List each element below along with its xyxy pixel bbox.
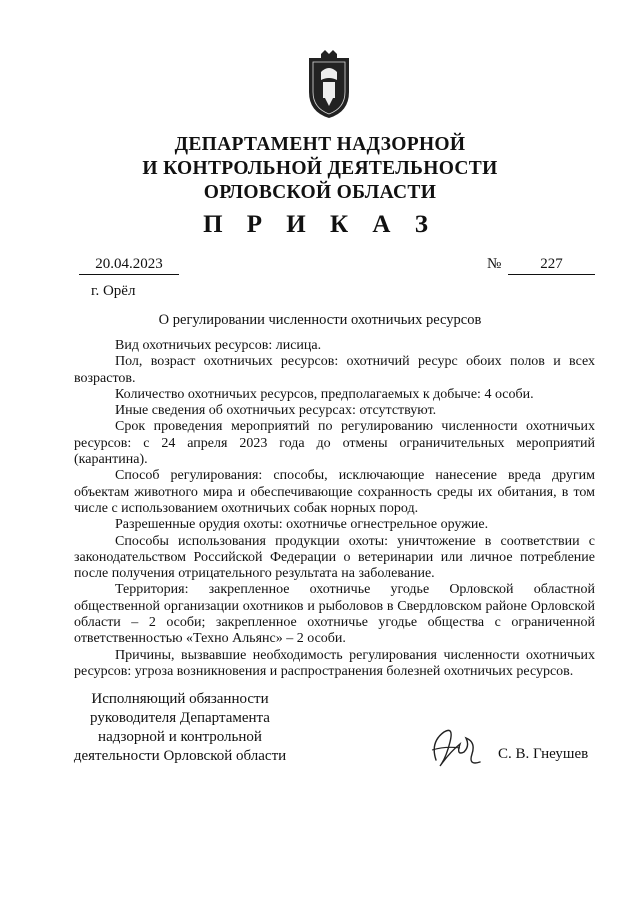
order-body xyxy=(74,338,595,680)
paragraph: Причины, вызвавшие необходимость регулирования численности охотничьих ресурсов: угроза возникновения и распространения болезней охотничьих ресурсов. xyxy=(74,647,595,679)
paragraph: Срок проведения мероприятий по регулированию численности охотничьих ресурсов: с 24 апреля 2023 года до отмены ограничительных мероприятий (карантина). xyxy=(74,419,595,468)
dept-line-2: И КОНТРОЛЬНОЙ ДЕЯТЕЛЬНОСТИ xyxy=(142,158,498,179)
document-type: П Р И К А З xyxy=(203,211,437,238)
paragraph: Иные сведения об охотничьих ресурсах: отсутствуют. xyxy=(115,403,437,419)
number-label: № xyxy=(487,256,502,272)
order-subject: О регулировании численности охотничьих ресурсов xyxy=(158,312,482,328)
dept-line-1: ДЕПАРТАМЕНТ НАДЗОРНОЙ xyxy=(174,134,466,155)
department-title xyxy=(0,133,640,205)
position-line-3: надзорной и контрольной xyxy=(98,729,262,745)
paragraph: Количество охотничьих ресурсов, предполагаемых к добыче: 4 особи. xyxy=(115,386,534,402)
paragraph: Способы использования продукции охоты: уничтожение в соответствии с законодательством Российской Федерации о ветеринарии или личное потребление после получения отрицательного результата на заболевание. xyxy=(74,533,595,582)
dept-line-3: ОРЛОВСКОЙ ОБЛАСТИ xyxy=(203,182,437,203)
coat-of-arms-icon xyxy=(299,50,359,120)
position-line-4: деятельности Орловской области xyxy=(73,748,287,764)
city: г. Орёл xyxy=(91,283,136,299)
paragraph: Территория: закрепленное охотничье угодье Орловской областной общественной организации охотников и рыболовов в Свердловском районе Орловской области – 2 особи; закрепленное охотничье угодье общества с ограниченной ответственностью «Техно Альянс» – 2 особи. xyxy=(74,582,595,647)
handwritten-signature xyxy=(426,722,486,772)
paragraph: Вид охотничьих ресурсов: лисица. xyxy=(115,338,322,353)
position-line-2: руководителя Департамента xyxy=(90,710,270,726)
paragraph: Разрешенные орудия охоты: охотничье огнестрельное оружие. xyxy=(115,517,489,533)
paragraph: Способ регулирования: способы, исключающие нанесение вреда другим объектам животного мира и обеспечивающие сохранность среды их обитания, в том числе с использованием охотничьих собак норных пород. xyxy=(74,468,595,516)
order-date: 20.04.2023 xyxy=(79,256,179,275)
paragraph: Пол, возраст охотничьих ресурсов: охотничий ресурс обоих полов и всех возрастов. xyxy=(74,354,595,386)
order-number: 227 xyxy=(508,256,595,275)
position-line-1: Исполняющий обязанности xyxy=(91,691,269,707)
signatory-position xyxy=(72,690,288,766)
signatory-name: С. В. Гнеушев xyxy=(498,746,589,762)
